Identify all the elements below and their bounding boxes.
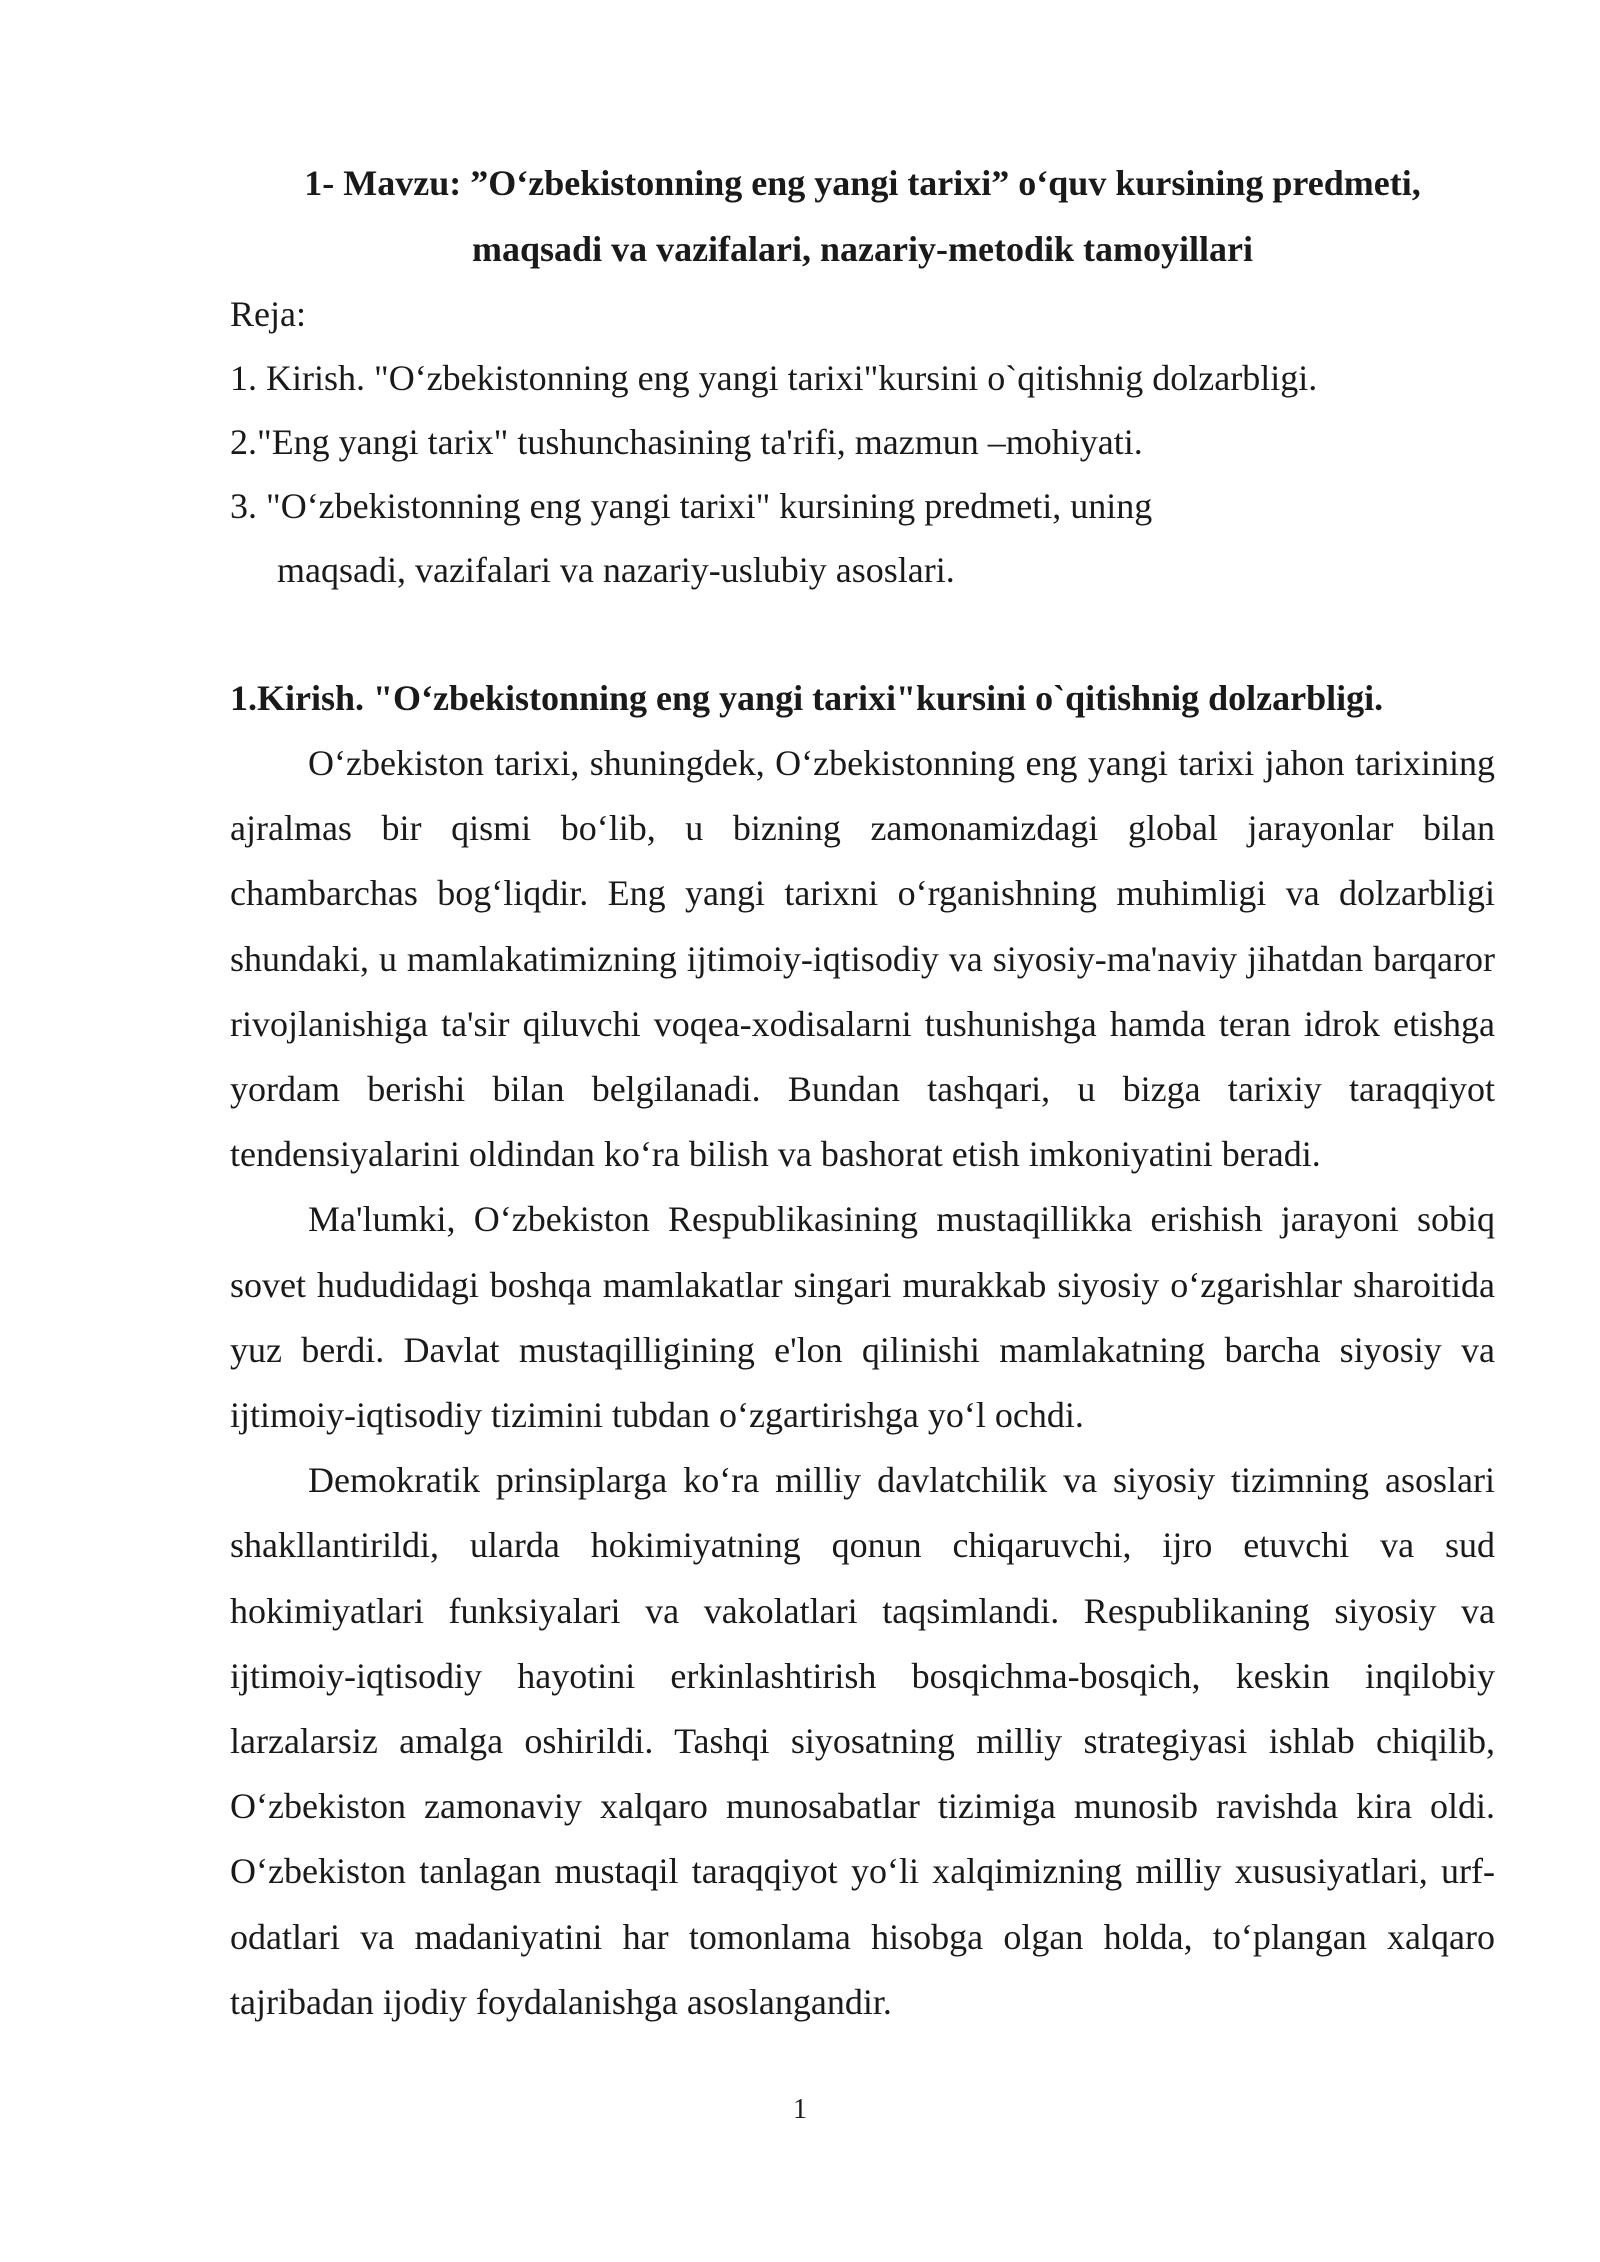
- plan-list: [230, 346, 1495, 602]
- plan-label: Reja:: [230, 294, 306, 334]
- plan-item-2: 2."Eng yangi tarix" tushunchasining ta'rifi, mazmun –mohiyati.: [230, 422, 1143, 462]
- topic-title-line-2: maqsadi va vazifalari, nazariy-metodik tamoyillari: [472, 229, 1253, 269]
- plan-item-3: 3. "O‘zbekistonning eng yangi tarixi" kursining predmeti, uning: [230, 486, 1153, 526]
- body-paragraph-2: Ma'lumki, O‘zbekiston Respublikasining mustaqillikka erishish jarayoni sobiq sovet hududidagi boshqa mamlakatlar singari murakkab siyosiy o‘zgarishlar sharoitida yuz berdi. Davlat mustaqilligining e'lon qilinishi mamlakatning barcha siyosiy va ijtimoiy-iqtisodiy tizimini tubdan o‘zgartirishga yo‘l ochdi.: [230, 1199, 1495, 1436]
- body-paragraph-3: Demokratik prinsiplarga ko‘ra milliy davlatchilik va siyosiy tizimning asoslari shakllantirildi, ularda hokimiyatning qonun chiqaruvchi, ijro etuvchi va sud hokimiyatlari funksiyalari va vakolatlari taqsimlandi. Respublikaning siyosiy va ijtimoiy-iqtisodiy hayotini erkinlashtirish bosqichma-bosqich, keskin inqilobiy larzalarsiz amalga oshirildi. Tashqi siyosatning milliy strategiyasi ishlab chiqilib, O‘zbekiston zamonaviy xalqaro munosabatlar tizimiga munosib ravishda kira oldi. O‘zbekiston tanlagan mustaqil taraqqiyot yo‘li xalqimizning milliy xususiyatlari, urf-odatlari va madaniyatini har tomonlama hisobga olgan holda, to‘plangan xalqaro tajribadan ijodiy foydalanishga asoslangandir.: [230, 1460, 1495, 2022]
- page-content: [230, 150, 1495, 2035]
- section-heading: 1.Kirish. "O‘zbekistonning eng yangi tarixi"kursini o`qitishnig dolzarbligi.: [230, 678, 1384, 718]
- topic-title: [230, 150, 1495, 282]
- plan-item-1: 1. Kirish. "O‘zbekistonning eng yangi tarixi"kursini o`qitishnig dolzarbligi.: [230, 358, 1318, 398]
- page-number: 1: [793, 2094, 807, 2125]
- plan-item-3-continuation: maqsadi, vazifalari va nazariy-uslubiy asoslari.: [277, 550, 955, 590]
- body-paragraph-1: O‘zbekiston tarixi, shuningdek, O‘zbekistonning eng yangi tarixi jahon tarixining ajralmas bir qismi bo‘lib, u bizning zamonamizdagi global jarayonlar bilan chambarchas bog‘liqdir. Eng yangi tarixni o‘rganishning muhimligi va dolzarbligi shundaki, u mamlakatimizning ijtimoiy-iqtisodiy va siyosiy-ma'naviy jihatdan barqaror rivojlanishiga ta'sir qiluvchi voqea-xodisalarni tushunishga hamda teran idrok etishga yordam berishi bilan belgilanadi. Bundan tashqari, u bizga tarixiy taraqqiyot tendensiyalarini oldindan ko‘ra bilish va bashorat etish imkoniyatini beradi.: [230, 743, 1495, 1175]
- topic-title-line-1: 1- Mavzu: ”O‘zbekistonning eng yangi tarixi” o‘quv kursining predmeti,: [304, 163, 1421, 203]
